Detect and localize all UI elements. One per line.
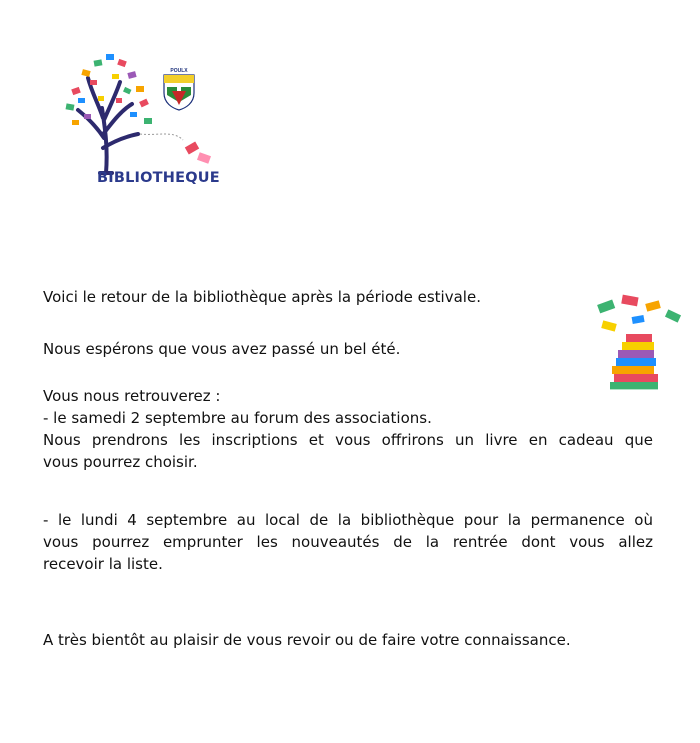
intro-paragraph	[43, 286, 653, 308]
closing-paragraph	[43, 629, 653, 651]
town-crest	[162, 69, 196, 111]
permanence-line-1: - le lundi 4 septembre au local de la bibliothèque pour la permanence où	[43, 511, 653, 529]
closing-text: A très bientôt au plaisir de vous revoir ou de faire votre connaissance.	[43, 631, 571, 649]
forum-detail-line-2: vous pourrez choisir.	[43, 453, 198, 471]
permanence-line-2: vous pourrez emprunter les nouveautés de la rentrée dont vous allez	[43, 533, 653, 551]
permanence-paragraph	[43, 509, 653, 575]
permanence-line-3: recevoir la liste.	[43, 555, 163, 573]
forum-date: - le samedi 2 septembre au forum des associations.	[43, 409, 432, 427]
logo-wordmark: BIBLIOTHEQUE	[97, 170, 220, 186]
intro-text: Voici le retour de la bibliothèque après la période estivale.	[43, 288, 481, 306]
forum-detail-line-1: Nous prendrons les inscriptions et vous offrirons un livre en cadeau que	[43, 431, 653, 449]
crest-label: POULX	[170, 68, 188, 74]
forum-paragraph	[43, 385, 653, 473]
greeting-paragraph	[43, 338, 653, 360]
town-crest-icon	[162, 69, 196, 111]
greeting-text: Nous espérons que vous avez passé un bel été.	[43, 340, 401, 358]
forum-intro: Vous nous retrouverez :	[43, 387, 221, 405]
